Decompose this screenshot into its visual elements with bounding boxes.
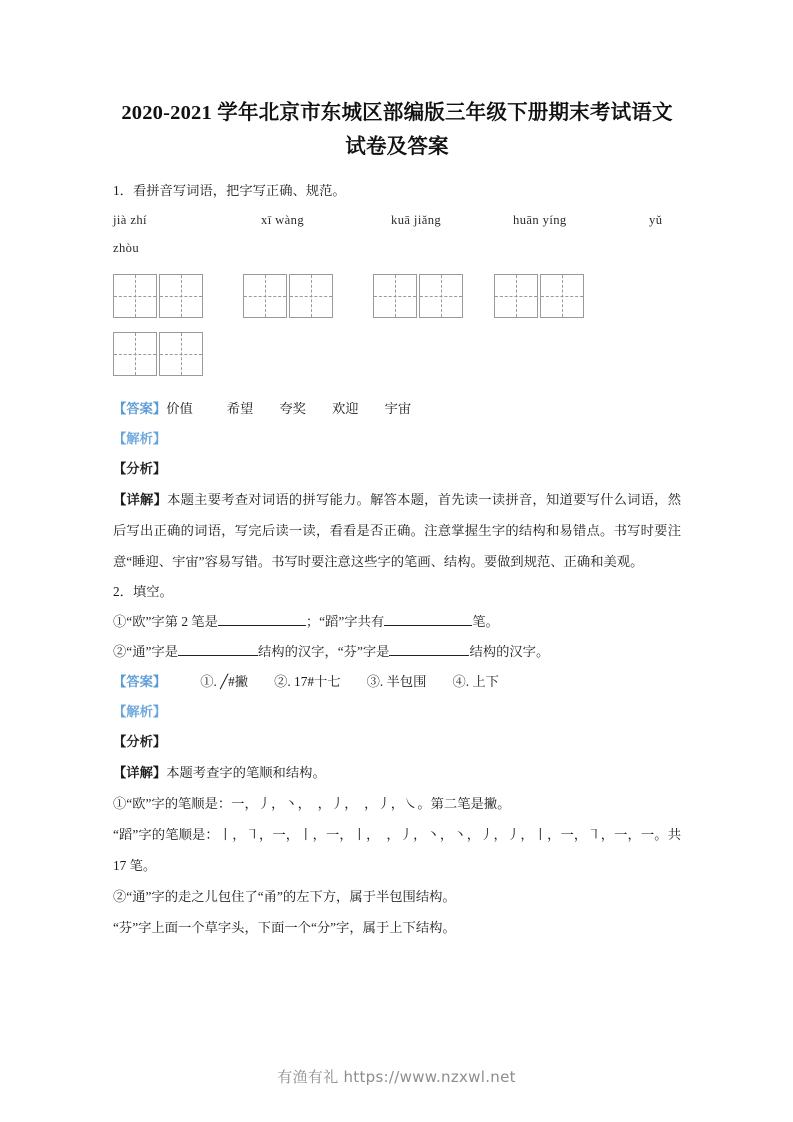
document-content bbox=[113, 96, 681, 943]
question-2-detail-text: 本题考查字的笔顺和结构。 bbox=[166, 765, 326, 780]
question-2-answer-row bbox=[113, 667, 681, 697]
analysis-outer-label: 【解析】 bbox=[113, 431, 167, 446]
tianzige-cell bbox=[540, 274, 584, 318]
pinyin-huan-ying: huān yíng bbox=[513, 213, 567, 227]
footer-watermark: 有渔有礼 https://www.nzxwl.net bbox=[277, 1068, 516, 1086]
question-2-sub-1 bbox=[113, 607, 681, 637]
question-2-sub-2-part-b: 结构的汉字，“芬”字是 bbox=[258, 644, 390, 659]
page-title: 2020-2021 学年北京市东城区部编版三年级下册期末考试语文试卷及答案 bbox=[121, 102, 673, 158]
question-2-sub-1-part-a: “欧”字第 2 笔是 bbox=[126, 614, 218, 629]
analysis-label: 【分析】 bbox=[113, 734, 167, 749]
answer-label: 【答案】 bbox=[113, 674, 167, 689]
question-2-answer-4-marker: ④. bbox=[452, 674, 470, 689]
answer-word-3: 夸奖 bbox=[279, 401, 306, 416]
question-1-analysis-outer-row bbox=[113, 424, 681, 454]
question-2-answer-3-marker: ③. bbox=[366, 674, 384, 689]
pinyin-kua-jiang: kuā jiǎng bbox=[391, 213, 442, 227]
question-1-block bbox=[113, 176, 681, 577]
question-2-block bbox=[113, 577, 681, 943]
tianzige-cell bbox=[373, 274, 417, 318]
question-2-answer-1-marker: ①. bbox=[200, 674, 217, 689]
tianzige-cell bbox=[494, 274, 538, 318]
tianzige-group-1 bbox=[113, 274, 203, 318]
tianzige-group-5 bbox=[113, 332, 203, 376]
detail-label: 【详解】 bbox=[113, 765, 167, 780]
question-2-answer-3-value: 半包围 bbox=[386, 674, 427, 689]
question-2-blank-4[interactable] bbox=[389, 655, 469, 656]
answer-word-2: 希望 bbox=[226, 401, 254, 416]
question-1-analysis-row bbox=[113, 454, 681, 484]
answer-word-4: 欢迎 bbox=[331, 401, 359, 416]
question-2-detail-row bbox=[113, 757, 681, 788]
question-2-explanation-line-3: ②“通”字的走之儿包住了“甬”的左下方，属于半包围结构。 bbox=[113, 889, 456, 904]
question-2-answer-1-value: ╱#撇 bbox=[220, 674, 249, 689]
tianzige-cell bbox=[113, 332, 157, 376]
question-2-sub-1-part-c: 笔。 bbox=[472, 614, 499, 629]
pinyin-xi-wang: xī wàng bbox=[261, 213, 305, 227]
tianzige-group-3 bbox=[373, 274, 463, 318]
question-2-explanation-line-4: “芬”字上面一个草字头，下面一个“分”字，属于上下结构。 bbox=[113, 920, 456, 935]
analysis-label: 【分析】 bbox=[113, 461, 167, 476]
question-1-stem: 1．看拼音写词语，把字写正确、规范。 bbox=[113, 183, 346, 198]
tianzige-cell bbox=[243, 274, 287, 318]
tianzige-row-1 bbox=[113, 274, 681, 326]
question-2-explanation-line-1: ①“欧”字的笔顺是：一，丿，丶， ，丿， ，丿，㇏。第二笔是撇。 bbox=[113, 796, 511, 811]
question-2-sub-1-part-b: ；“蹈”字共有 bbox=[305, 614, 385, 629]
analysis-outer-label: 【解析】 bbox=[113, 704, 167, 719]
question-1-detail-row bbox=[113, 484, 681, 577]
tianzige-cell bbox=[113, 274, 157, 318]
question-2-sub-2-part-a: “通”字是 bbox=[126, 644, 178, 659]
question-1-pinyin-row-2: zhòu bbox=[113, 241, 140, 255]
answer-word-5: 宇宙 bbox=[384, 401, 412, 416]
question-1-pinyin-row-1 bbox=[113, 206, 681, 234]
question-2-sub-2-part-c: 结构的汉字。 bbox=[469, 644, 550, 659]
pinyin-yu-zhou-head: yǔ bbox=[649, 213, 663, 227]
pinyin-jia-zhi: jià zhí bbox=[113, 213, 147, 227]
question-2-sub-2 bbox=[113, 637, 681, 667]
question-1-answer-row bbox=[113, 394, 681, 424]
detail-label: 【详解】 bbox=[113, 492, 168, 507]
tianzige-cell bbox=[159, 274, 203, 318]
question-2-answer-2-marker: ②. bbox=[274, 674, 291, 689]
question-2-blank-3[interactable] bbox=[178, 655, 258, 656]
question-2-sub-1-marker: ① bbox=[113, 614, 127, 629]
tianzige-group-2 bbox=[243, 274, 333, 318]
tianzige-cell bbox=[159, 332, 203, 376]
question-1-detail-text: 本题主要考查对词语的拼写能力。解答本题，首先读一读拼音，知道要写什么词语，然后写出正确的词语，写完后读一读，看看是否正确。注意掌握生字的结构和易错点。书写时要注意“睡迎、宇宙”容易写错。书写时要注意这些字的笔画、结构。要做到规范、正确和美观。 bbox=[113, 492, 682, 569]
question-2-explanation-line-2: “蹈”字的笔顺是：丨，㇕，一，丨，一，丨， ，丿，丶，丶，丿，丿，丨，一，㇕，一，一。共 17 笔。 bbox=[113, 827, 681, 873]
answer-label: 【答案】 bbox=[113, 401, 167, 416]
tianzige-cell bbox=[289, 274, 333, 318]
question-2-blank-2[interactable] bbox=[384, 625, 472, 626]
tianzige-cell bbox=[419, 274, 463, 318]
question-2-blank-1[interactable] bbox=[218, 625, 306, 626]
question-2-answer-4-value: 上下 bbox=[472, 674, 499, 689]
tianzige-group-4 bbox=[494, 274, 584, 318]
question-2-analysis-outer-row bbox=[113, 697, 681, 727]
question-2-sub-2-marker: ② bbox=[113, 644, 127, 659]
tianzige-row-2 bbox=[113, 332, 681, 384]
question-2-analysis-row bbox=[113, 727, 681, 757]
answer-word-1: 价值 bbox=[166, 401, 193, 416]
question-2-stem: 2．填空。 bbox=[113, 584, 173, 599]
question-2-answer-2-value: 17#十七 bbox=[294, 674, 341, 689]
